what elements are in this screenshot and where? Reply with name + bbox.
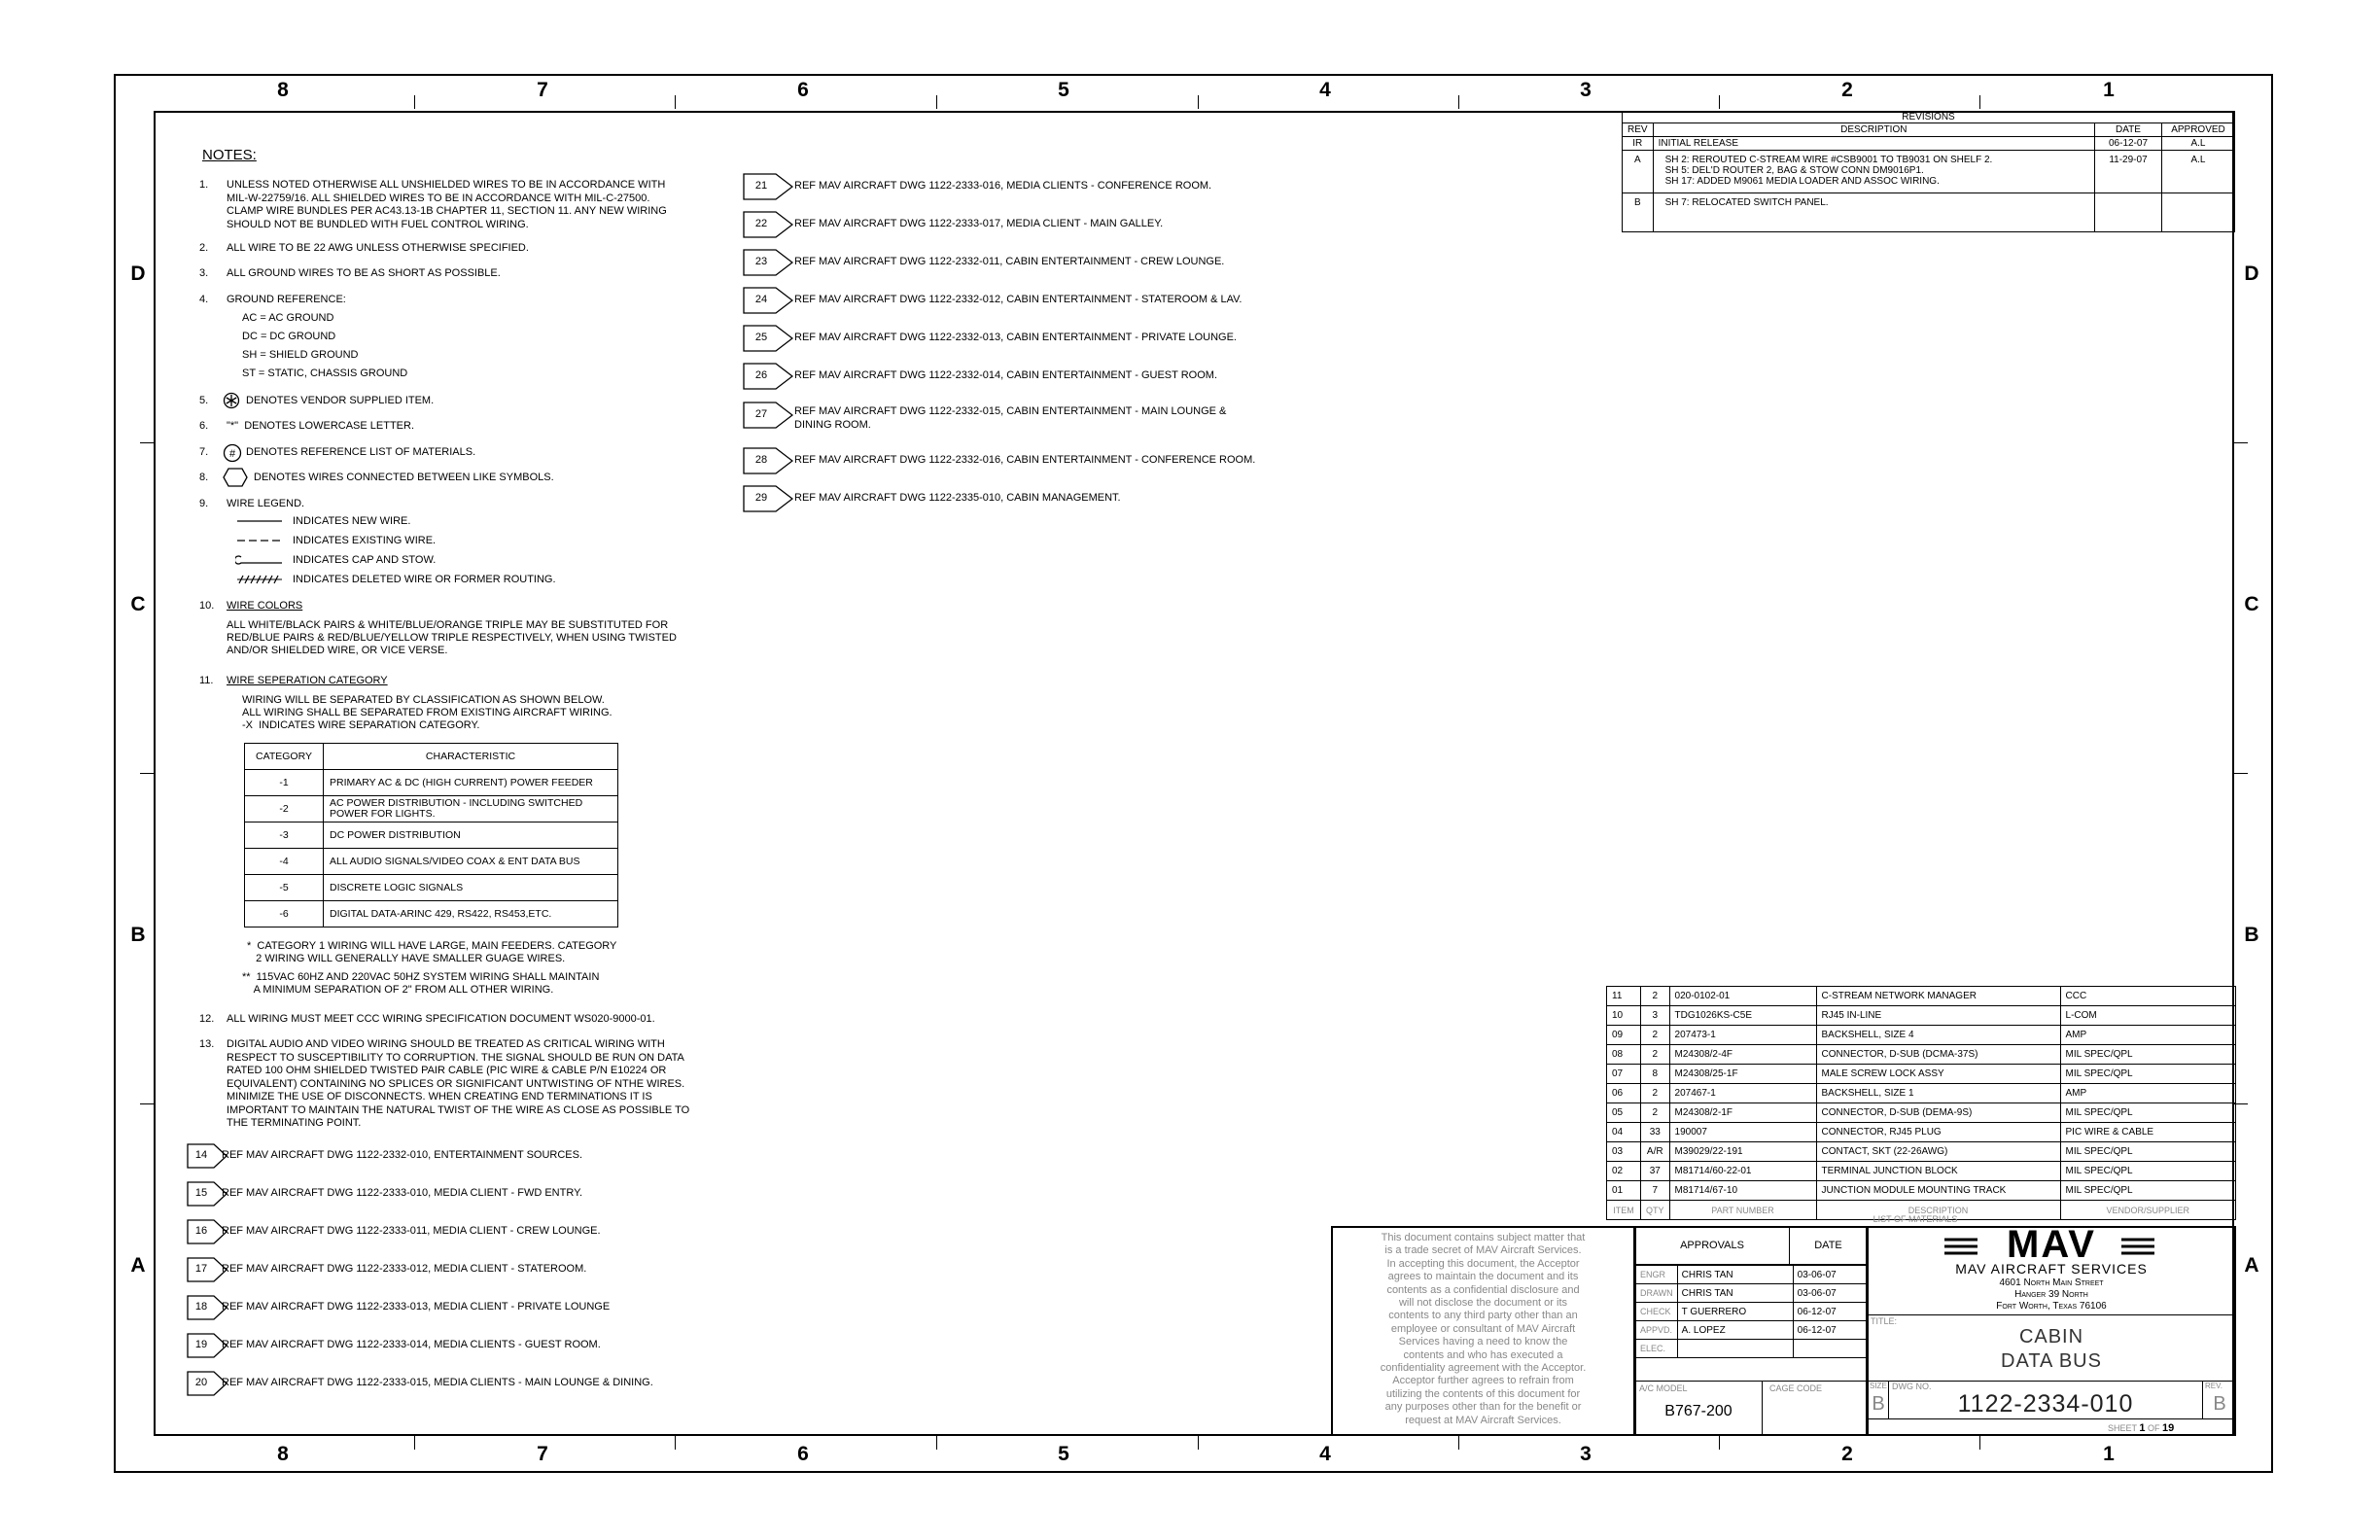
zone-col-label: 4 [1319,1443,1331,1465]
rev-header: APPROVED [2162,123,2235,137]
legend-deleted-wire: INDICATES DELETED WIRE OR FORMER ROUTING. [293,574,556,585]
approval-row: CHECK T GUERRERO 06-12-07 [1636,1303,1867,1321]
ground-ref-dc: DC = DC GROUND [242,331,336,342]
material-row: 11 2 020-0102-01 C-STREAM NETWORK MANAGER CCC [1607,987,2236,1006]
table-cell: -3 [245,822,324,849]
ac-model-label: A/C MODEL [1639,1383,1688,1393]
approvals-date-header: DATE [1790,1227,1867,1265]
zone-col-label: 1 [2103,1443,2115,1465]
table-cell: -6 [245,901,324,928]
rev-desc: INITIAL RELEASE [1653,137,2094,151]
revision-row [1623,193,2235,232]
rev-header: DATE [2095,123,2162,137]
revisions-title: REVISIONS [1623,112,2235,123]
hexagon-icon [223,468,248,487]
rev-header: DESCRIPTION [1653,123,2094,137]
ac-model-divider [1635,1381,1867,1382]
zone-col-label: 3 [1580,79,1592,101]
ground-ref-st: ST = STATIC, CHASSIS GROUND [242,368,408,379]
zone-row-label: B [130,924,146,946]
material-row: 10 3 TDG1026KS-C5E RJ45 IN-LINE L-COM [1607,1006,2236,1026]
approvals-title: APPROVALS [1635,1227,1790,1265]
zone-col-label: 5 [1058,79,1069,101]
approval-row: ELEC. [1636,1340,1867,1358]
materials-header-row: ITEM QTY PART NUMBER DESCRIPTION VENDOR/SUPPLIER [1607,1201,2236,1220]
separation-category-table [244,743,618,928]
table-cell: PRIMARY AC & DC (HIGH CURRENT) POWER FEEDER [324,770,618,796]
cage-code-label: CAGE CODE [1769,1383,1823,1393]
material-row: 07 8 M24308/25-1F MALE SCREW LOCK ASSY MIL SPEC/QPL [1607,1065,2236,1084]
size-divider [1888,1381,1889,1418]
revision-row [1623,137,2235,151]
svg-text:#: # [228,448,236,460]
zone-row-label: D [130,262,146,285]
approval-row: APPVD. A. LOPEZ 06-12-07 [1636,1321,1867,1340]
note-11-star1: * CATEGORY 1 WIRING WILL HAVE LARGE, MAIN FEEDERS. CATEGORY 2 WIRING WILL GENERALLY HAVE SMALLER GUAGE WIRES. [247,940,617,964]
rev-letter: B [1623,193,1654,232]
rev-letter: A [1623,151,1654,193]
legend-new-wire: INDICATES NEW WIRE. [293,515,411,527]
zone-col-label: 4 [1319,79,1331,101]
revision-row [1623,151,2235,193]
material-row: 01 7 M81714/67-10 JUNCTION MODULE MOUNTING TRACK MIL SPEC/QPL [1607,1181,2236,1201]
drawing-number: 1122-2334-010 [1957,1390,2134,1418]
rev-header: REV [1623,123,1654,137]
rev-approved [2162,193,2235,232]
zone-row-label: C [2244,593,2259,615]
table-cell: DIGITAL DATA-ARINC 429, RS422, RS453,ETC. [324,901,618,928]
zone-col-label: 2 [1841,79,1853,101]
company-address-3: Fort Worth, Texas 76106 [1996,1301,2107,1312]
reference-materials-icon [223,443,242,463]
legend-existing-wire: INDICATES EXISTING WIRE. [293,535,437,546]
sheet-number: SHEET 1 OF 19 [2108,1422,2175,1434]
material-row: 03 A/R M39029/22-191 CONTACT, SKT (22-26AWG) MIL SPEC/QPL [1607,1142,2236,1162]
table-cell: -5 [245,875,324,901]
sheet-divider [1868,1418,2235,1419]
rev-date: 11-29-07 [2095,151,2162,193]
rev-approved: A.L [2162,137,2235,151]
cat-header-category: CATEGORY [245,744,324,770]
table-cell: -4 [245,849,324,875]
confidentiality-disclaimer: This document contains subject matter that is a trade secret of MAV Aircraft Services. In accepting this document, the Acceptor agrees to maintain the document and its contents as a confidential disclosure and will not disclose the document or its contents to any third party other than an employee or consultant of MAV Aircraft Services having a need to know the contents and who has executed a confidentiality agreement with the Acceptor. Acceptor further agrees to refrain from utilizing the contents of this document for any purposes other than for the benefit or request at MAV Aircraft Services. [1380,1232,1587,1426]
zone-row-label: A [2244,1254,2259,1277]
material-row: 08 2 M24308/2-4F CONNECTOR, D-SUB (DCMA-37S) MIL SPEC/QPL [1607,1045,2236,1065]
rev-desc: SH 7: RELOCATED SWITCH PANEL. [1653,193,2094,232]
note-11-star2: ** 115VAC 60HZ AND 220VAC 50HZ SYSTEM WIRING SHALL MAINTAIN A MINIMUM SEPARATION OF 2" FROM ALL OTHER WIRING. [242,971,600,996]
rev-desc: SH 2: REROUTED C-STREAM WIRE #CSB9001 TO TB9031 ON SHELF 2. SH 5: DEL'D ROUTER 2, BAG & STOW CONN DM9016P1. SH 17: ADDED M9061 MEDIA LOADER AND ASSOC WIRING. [1653,151,2094,193]
dwg-no-label: DWG NO. [1892,1382,1932,1391]
rev-date [2095,193,2162,232]
revisions-table [1622,111,2235,232]
rev-letter: IR [1623,137,1654,151]
zone-col-label: 6 [797,1443,809,1465]
rev-date: 06-12-07 [2095,137,2162,151]
size-label: SIZE [1870,1382,1887,1390]
note-11-body: WIRING WILL BE SEPARATED BY CLASSIFICATION AS SHOWN BELOW. ALL WIRING SHALL BE SEPARATED FROM EXISTING AIRCRAFT WIRING. -X INDICATES WIRE SEPARATION CATEGORY. [242,694,612,731]
zone-col-label: 6 [797,79,809,101]
table-cell: -2 [245,796,324,822]
material-row: 09 2 207473-1 BACKSHELL, SIZE 4 AMP [1607,1026,2236,1045]
zone-col-label: 2 [1841,1443,1853,1465]
table-cell: ALL AUDIO SIGNALS/VIDEO COAX & ENT DATA BUS [324,849,618,875]
table-cell: -1 [245,770,324,796]
list-of-materials-table [1606,986,2236,1220]
table-cell: AC POWER DISTRIBUTION - INCLUDING SWITCHED POWER FOR LIGHTS. [324,796,618,822]
ground-ref-sh: SH = SHIELD GROUND [242,349,359,361]
title-divider [1868,1314,2235,1315]
cat-header-characteristic: CHARACTERISTIC [324,744,618,770]
rev-approved: A.L [2162,151,2235,193]
company-address-1: 4601 North Main Street [1999,1278,2104,1288]
zone-col-label: 1 [2103,79,2115,101]
zone-row-label: B [2244,924,2259,946]
zone-col-label: 3 [1580,1443,1592,1465]
ac-model-value: B767-200 [1664,1403,1732,1419]
logo-text: MAV [2007,1223,2096,1266]
table-cell: DC POWER DISTRIBUTION [324,822,618,849]
zone-row-label: D [2244,262,2259,285]
approval-row: DRAWN CHRIS TAN 03-06-07 [1636,1284,1867,1303]
vendor-supplied-icon [223,392,240,409]
material-row: 06 2 207467-1 BACKSHELL, SIZE 1 AMP [1607,1084,2236,1103]
zone-col-label: 8 [277,79,289,101]
notes-title: NOTES: [202,147,257,163]
table-cell: DISCRETE LOGIC SIGNALS [324,875,618,901]
size-value: B [1872,1393,1885,1415]
note-10-body: ALL WHITE/BLACK PAIRS & WHITE/BLUE/ORANGE TRIPLE MAY BE SUBSTITUTED FOR RED/BLUE PAIRS & RED/BLUE/YELLOW TRIPLE RESPECTIVELY, WHEN USING TWISTED AND/OR SHIELDED WIRE, OR VICE VERSE. [227,619,677,656]
legend-cap-stow: INDICATES CAP AND STOW. [293,554,437,566]
rev-value: B [2213,1393,2226,1415]
material-row: 04 33 190007 CONNECTOR, RJ45 PLUG PIC WIRE & CABLE [1607,1123,2236,1142]
rev-divider [2202,1381,2203,1418]
zone-row-label: A [130,1254,146,1277]
ground-ref-ac: AC = AC GROUND [242,312,334,324]
approval-row: ENGR CHRIS TAN 03-06-07 [1636,1266,1867,1284]
materials-caption: LIST OF MATERIALS [1872,1214,1958,1224]
material-row: 05 2 M24308/2-1F CONNECTOR, D-SUB (DEMA-9S) MIL SPEC/QPL [1607,1103,2236,1123]
material-row: 02 37 M81714/60-22-01 TERMINAL JUNCTION BLOCK MIL SPEC/QPL [1607,1162,2236,1181]
zone-row-label: C [130,593,146,615]
company-name: MAV AIRCRAFT SERVICES [1955,1261,2148,1277]
wire-legend-symbols [235,515,286,603]
zone-col-label: 8 [277,1443,289,1465]
rev-label: REV. [2205,1382,2222,1390]
zone-col-label: 7 [537,79,548,101]
company-address-2: Hanger 39 North [2014,1289,2088,1300]
zone-col-label: 7 [537,1443,548,1465]
drawing-title-line2: DATA BUS [2001,1350,2102,1372]
title-label: TITLE: [1871,1316,1898,1326]
drawing-title-line1: CABIN [2018,1326,2084,1348]
zone-col-label: 5 [1058,1443,1069,1465]
approvals-table [1635,1265,1867,1358]
cage-divider [1762,1381,1763,1435]
